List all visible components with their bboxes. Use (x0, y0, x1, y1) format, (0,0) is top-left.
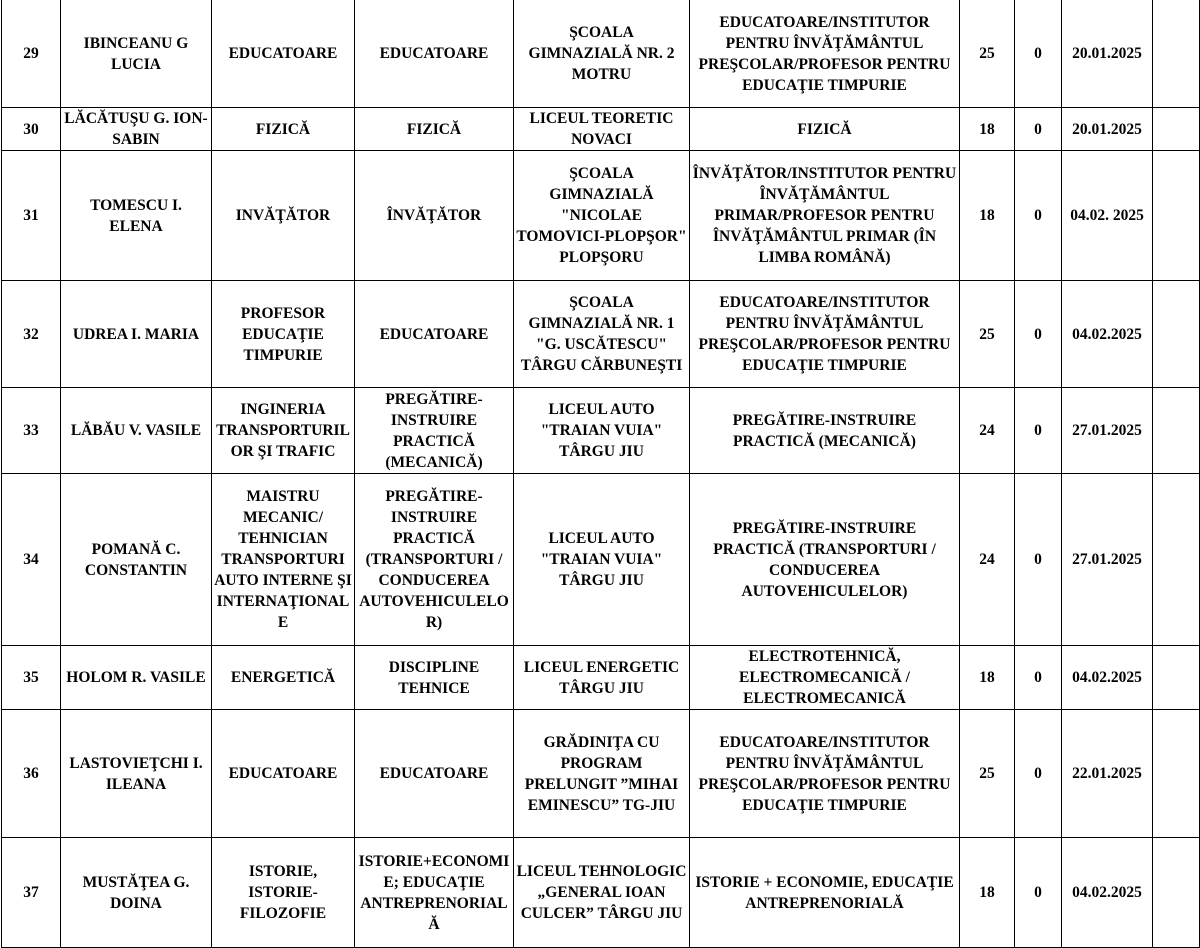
row-number-cell: 30 (2, 108, 61, 151)
hours-cell: 18 (960, 646, 1015, 710)
school-cell: LICEUL TEHNOLOGIC „GENERAL IOAN CULCER” TÂRGU JIU (514, 838, 690, 948)
discipline-cell: PREGĂTIRE-INSTRUIRE PRACTICĂ (TRANSPORTURI / CONDUCEREA AUTOVEHICULELOR) (355, 474, 514, 646)
school-cell: LICEUL TEORETIC NOVACI (514, 108, 690, 151)
post-cell: ISTORIE + ECONOMIE, EDUCAŢIE ANTREPRENORIALĂ (690, 838, 960, 948)
school-cell: ŞCOALA GIMNAZIALĂ NR. 1 "G. USCĂTESCU" TÂRGU CĂRBUNEŞTI (514, 281, 690, 388)
zero-value-cell: 0 (1015, 151, 1062, 281)
zero-value-cell: 0 (1015, 710, 1062, 838)
post-cell: EDUCATOARE/INSTITUTOR PENTRU ÎNVĂŢĂMÂNTUL PREŞCOLAR/PROFESOR PENTRU EDUCAŢIE TIMPURIE (690, 281, 960, 388)
date-cell: 04.02.2025 (1062, 646, 1153, 710)
table-row (2, 108, 1200, 151)
post-cell: ELECTROTEHNICĂ, ELECTROMECANICĂ / ELECTROMECANICĂ (690, 646, 960, 710)
zero-value-cell: 0 (1015, 108, 1062, 151)
discipline-cell: EDUCATOARE (355, 281, 514, 388)
school-cell: LICEUL ENERGETIC TÂRGU JIU (514, 646, 690, 710)
post-cell: EDUCATOARE/INSTITUTOR PENTRU ÎNVĂŢĂMÂNTUL PREŞCOLAR/PROFESOR PENTRU EDUCAŢIE TIMPURIE (690, 0, 960, 108)
teacher-name-cell: LĂCĂTUŞU G. ION-SABIN (61, 108, 212, 151)
teacher-name-cell: TOMESCU I. ELENA (61, 151, 212, 281)
row-number-cell: 35 (2, 646, 61, 710)
row-number-cell: 31 (2, 151, 61, 281)
date-cell: 20.01.2025 (1062, 108, 1153, 151)
extra-cell (1153, 838, 1200, 948)
extra-cell (1153, 281, 1200, 388)
zero-value-cell: 0 (1015, 838, 1062, 948)
school-cell: GRĂDINIŢA CU PROGRAM PRELUNGIT ”MIHAI EMINESCU” TG-JIU (514, 710, 690, 838)
date-cell: 04.02. 2025 (1062, 151, 1153, 281)
teacher-name-cell: POMANĂ C. CONSTANTIN (61, 474, 212, 646)
extra-cell (1153, 108, 1200, 151)
discipline-cell: DISCIPLINE TEHNICE (355, 646, 514, 710)
hours-cell: 25 (960, 0, 1015, 108)
hours-cell: 25 (960, 281, 1015, 388)
row-number-cell: 33 (2, 388, 61, 474)
school-cell: ŞCOALA GIMNAZIALĂ NR. 2 MOTRU (514, 0, 690, 108)
discipline-cell: ISTORIE+ECONOMIE; EDUCAŢIE ANTREPRENORIALĂ (355, 838, 514, 948)
zero-value-cell: 0 (1015, 646, 1062, 710)
hours-cell: 25 (960, 710, 1015, 838)
hours-cell: 24 (960, 388, 1015, 474)
date-cell: 20.01.2025 (1062, 0, 1153, 108)
table-row (2, 0, 1200, 108)
zero-value-cell: 0 (1015, 0, 1062, 108)
discipline-cell: EDUCATOARE (355, 710, 514, 838)
extra-cell (1153, 388, 1200, 474)
date-cell: 27.01.2025 (1062, 474, 1153, 646)
extra-cell (1153, 646, 1200, 710)
specialization-cell: INGINERIA TRANSPORTURILOR ŞI TRAFIC (212, 388, 355, 474)
specialization-cell: PROFESOR EDUCAŢIE TIMPURIE (212, 281, 355, 388)
date-cell: 04.02.2025 (1062, 281, 1153, 388)
zero-value-cell: 0 (1015, 281, 1062, 388)
row-number-cell: 29 (2, 0, 61, 108)
teacher-name-cell: MUSTĂŢEA G. DOINA (61, 838, 212, 948)
specialization-cell: EDUCATOARE (212, 710, 355, 838)
table-row (2, 646, 1200, 710)
hours-cell: 18 (960, 151, 1015, 281)
school-cell: LICEUL AUTO "TRAIAN VUIA" TÂRGU JIU (514, 388, 690, 474)
hours-cell: 18 (960, 108, 1015, 151)
extra-cell (1153, 151, 1200, 281)
specialization-cell: ISTORIE, ISTORIE-FILOZOFIE (212, 838, 355, 948)
date-cell: 04.02.2025 (1062, 838, 1153, 948)
discipline-cell: PREGĂTIRE-INSTRUIRE PRACTICĂ (MECANICĂ) (355, 388, 514, 474)
school-cell: LICEUL AUTO "TRAIAN VUIA" TÂRGU JIU (514, 474, 690, 646)
table-row (2, 388, 1200, 474)
specialization-cell: FIZICĂ (212, 108, 355, 151)
teacher-name-cell: LĂBĂU V. VASILE (61, 388, 212, 474)
teacher-name-cell: HOLOM R. VASILE (61, 646, 212, 710)
specialization-cell: MAISTRU MECANIC/ TEHNICIAN TRANSPORTURI AUTO INTERNE ŞI INTERNAŢIONALE (212, 474, 355, 646)
discipline-cell: FIZICĂ (355, 108, 514, 151)
post-cell: PREGĂTIRE-INSTRUIRE PRACTICĂ (TRANSPORTURI / CONDUCEREA AUTOVEHICULELOR) (690, 474, 960, 646)
specialization-cell: ENERGETICĂ (212, 646, 355, 710)
post-cell: FIZICĂ (690, 108, 960, 151)
teacher-name-cell: LASTOVIEŢCHI I. ILEANA (61, 710, 212, 838)
row-number-cell: 34 (2, 474, 61, 646)
date-cell: 22.01.2025 (1062, 710, 1153, 838)
hours-cell: 24 (960, 474, 1015, 646)
extra-cell (1153, 0, 1200, 108)
table-body (2, 0, 1200, 948)
extra-cell (1153, 710, 1200, 838)
specialization-cell: INVĂŢĂTOR (212, 151, 355, 281)
extra-cell (1153, 474, 1200, 646)
post-cell: PREGĂTIRE-INSTRUIRE PRACTICĂ (MECANICĂ) (690, 388, 960, 474)
discipline-cell: EDUCATOARE (355, 0, 514, 108)
row-number-cell: 36 (2, 710, 61, 838)
teacher-name-cell: UDREA I. MARIA (61, 281, 212, 388)
discipline-cell: ÎNVĂŢĂTOR (355, 151, 514, 281)
post-cell: EDUCATOARE/INSTITUTOR PENTRU ÎNVĂŢĂMÂNTUL PREŞCOLAR/PROFESOR PENTRU EDUCAŢIE TIMPURIE (690, 710, 960, 838)
teacher-assignment-table (1, 0, 1200, 948)
table-row (2, 151, 1200, 281)
teacher-name-cell: IBINCEANU G LUCIA (61, 0, 212, 108)
date-cell: 27.01.2025 (1062, 388, 1153, 474)
zero-value-cell: 0 (1015, 474, 1062, 646)
row-number-cell: 37 (2, 838, 61, 948)
row-number-cell: 32 (2, 281, 61, 388)
specialization-cell: EDUCATOARE (212, 0, 355, 108)
table-row (2, 710, 1200, 838)
school-cell: ŞCOALA GIMNAZIALĂ "NICOLAE TOMOVICI-PLOPŞOR" PLOPŞORU (514, 151, 690, 281)
table-row (2, 474, 1200, 646)
table-row (2, 281, 1200, 388)
table-row (2, 838, 1200, 948)
hours-cell: 18 (960, 838, 1015, 948)
post-cell: ÎNVĂŢĂTOR/INSTITUTOR PENTRU ÎNVĂŢĂMÂNTUL PRIMAR/PROFESOR PENTRU ÎNVĂŢĂMÂNTUL PRIMAR (ÎN LIMBA ROMÂNĂ) (690, 151, 960, 281)
zero-value-cell: 0 (1015, 388, 1062, 474)
